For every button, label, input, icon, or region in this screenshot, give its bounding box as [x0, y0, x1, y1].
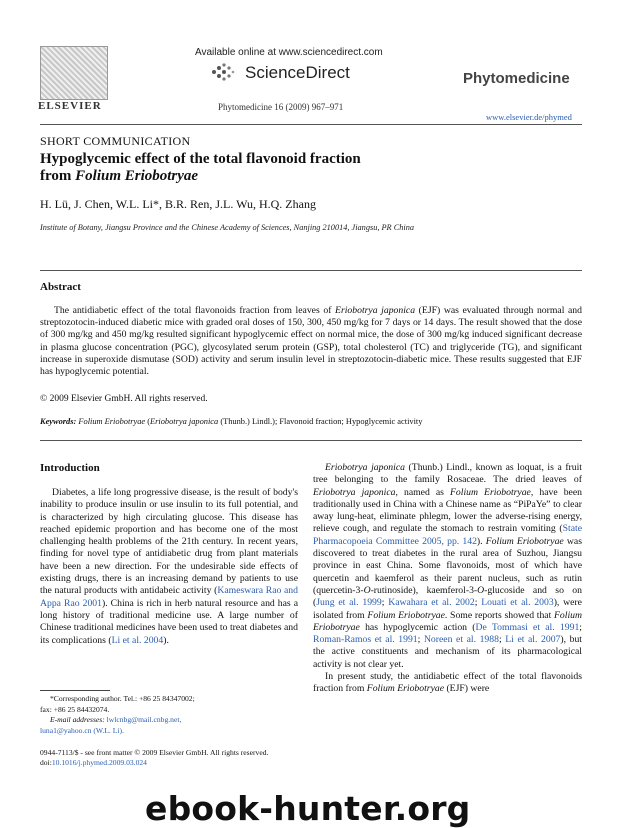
- available-online-text: Available online at www.sciencedirect.com: [195, 47, 383, 58]
- footnote: [40, 694, 300, 736]
- keyword-1: Folium Eriobotryae: [78, 417, 146, 426]
- r-text-f: -rutinoside), kaemferol-3-: [370, 584, 478, 596]
- article-meta: [40, 748, 268, 768]
- introduction-heading: Introduction: [40, 462, 100, 474]
- keyword-rest: (Thunb.) Lindl.); Flavonoid fraction; Hypoglycemic activity: [218, 417, 423, 426]
- journal-name: Phytomedicine: [463, 70, 570, 87]
- r-folium-2: Folium Eriobotryae: [485, 535, 564, 547]
- journal-url-link[interactable]: www.elsevier.de/phymed: [486, 112, 572, 122]
- r-folium-1: Folium Eriobotryae: [450, 486, 531, 498]
- abstract-copyright: © 2009 Elsevier GmbH. All rights reserved.: [40, 394, 208, 404]
- r-text-k: ), but the active constituents and mechanism of its pharmacological activity is not clear yet.: [313, 634, 582, 670]
- r-text-c: , have been traditionally used in China with a Chinese name as “PiPaYe” to clear away lung-heat, eliminate phlegm, lower the adverse-rising energy, relieve cough, and regulate the stomach to restrain vomiting (: [313, 486, 582, 535]
- ref-kameswara-link[interactable]: Kameswara Rao and Appa Rao 2001: [40, 585, 298, 609]
- issn-line: 0944-7113/$ - see front matter © 2009 Elsevier GmbH. All rights reserved.: [40, 748, 269, 757]
- r-text-a: (Thunb.) Lindl., known as loquat, is a fruit tree belonging to the family Rosaceae. The dried leaves of: [313, 462, 582, 486]
- r-o-2: O: [477, 584, 485, 596]
- r2-folium: Folium Eriobotryae: [366, 683, 445, 695]
- elsevier-tree-logo: [40, 46, 108, 100]
- header-divider: [40, 124, 582, 125]
- r-sep-2: ;: [474, 597, 482, 609]
- keywords-divider: [40, 440, 582, 441]
- ref-pharmacopoeia-link[interactable]: State Pharmacopoeia Committee 2005, pp. 142: [313, 523, 582, 547]
- r-folium-3: Folium Eriobotryae: [367, 609, 445, 621]
- sciencedirect-wordmark: ScienceDirect: [245, 63, 350, 82]
- ref-kawahara-link[interactable]: Kawahara et al. 2002: [388, 597, 475, 609]
- r-sep-5: ;: [498, 634, 506, 646]
- ref-romanramos-link[interactable]: Roman-Ramos et al. 1991: [313, 634, 418, 646]
- sciencedirect-icon: [210, 62, 236, 82]
- ref-louati-link[interactable]: Louati et al. 2003: [481, 597, 554, 609]
- footnote-fax: fax: +86 25 84432074.: [40, 704, 110, 714]
- abstract-text-1: The antidiabetic effect of the total flavonoids fraction from leaves of: [54, 305, 336, 316]
- r-sep-1: ;: [381, 597, 389, 609]
- r-text-b: , named as: [395, 486, 450, 498]
- elsevier-logo-text: ELSEVIER: [38, 100, 102, 112]
- right-column: [313, 462, 582, 696]
- doi-label: doi:: [40, 758, 52, 767]
- intro-text-c: ).: [163, 634, 169, 646]
- r-text-i: . Some reports showed that: [444, 609, 555, 621]
- keywords-label: Keywords:: [40, 417, 77, 426]
- r-text-j: has hypoglycemic action (: [359, 621, 476, 633]
- ref-li-2004-link[interactable]: Li et al. 2004: [111, 634, 164, 646]
- introduction-paragraph: [40, 487, 298, 647]
- footnote-rule: [40, 690, 110, 691]
- footnote-corresponding: *Corresponding author. Tel.: +86 25 84347002;: [50, 694, 195, 703]
- abstract-body: [40, 305, 582, 378]
- r-species-1: Eriobotrya japonica: [325, 462, 405, 473]
- title-line-2-prefix: from: [40, 168, 76, 184]
- r2-text-b: (EJF) were: [444, 683, 490, 695]
- r-o-1: O: [363, 584, 371, 596]
- journal-citation: Phytomedicine 16 (2009) 967–971: [218, 102, 344, 112]
- r-text-e: was discovered to treat diabetes in the rural area of Suzhou, Jiangsu province in east China. Some flavonoids, most of which have quercetin and kaemferol as their parent nucleus, such as rutin (quercetin-3-: [313, 535, 582, 596]
- intro-text-b: ). China is rich in herb natural resource and has a long history of traditional medicine use. A large number of Chinese traditional medicines have been used to treat diabetes and its complications (: [40, 597, 299, 646]
- email-link-1[interactable]: lwlcnbg@mail.cnbg.net,: [104, 715, 182, 724]
- r-text-d: ).: [476, 535, 486, 547]
- abstract-species: Eriobotrya japonica: [335, 305, 416, 316]
- r-text-g: -glucoside and so on (: [313, 584, 582, 609]
- footnote-email-label: E-mail addresses:: [50, 715, 105, 724]
- title-line-1: Hypoglycemic effect of the total flavonoid fraction: [40, 151, 361, 167]
- r-folium-4: Folium Eriobotryae: [313, 609, 582, 633]
- r2-text-a: In present study, the antidiabetic effect of the total flavonoids fraction from: [313, 671, 582, 695]
- watermark: ebook-hunter.org: [145, 789, 471, 828]
- r-sep-3: ;: [579, 621, 582, 633]
- r-text-h: ), were isolated from: [313, 597, 582, 621]
- keywords: [40, 417, 422, 426]
- title-line-2-italic: Folium Eriobotryae: [75, 168, 199, 184]
- keyword-species: Eriobotrya japonica: [150, 417, 219, 426]
- ref-detommasi-link[interactable]: De Tommasi et al. 1991: [475, 621, 580, 633]
- abstract-text-2: (EJF) was evaluated through normal and streptozotocin-induced diabetic mice with graded oral doses of 150, 300, 450 mg/kg for 7 days or 14 days. The result showed that the dose of 300 mg/kg and 450 mg/kg resulted significant hypoglycemic effect on normal mice, the dose of 300 mg/kg induced significant decrease in plasma glucose concentration (PGC), glycosylated serum protein (GSP), total cholesterol (TC) and triglyceride (TG), and significant increase in superoxide dismutase (SOD) activity and serum insulin level in streptozotocin-diabetic mice. These results suggested that EJF has hypoglycemic potential.: [40, 305, 582, 378]
- r-species-2: Eriobotrya japonica: [313, 486, 396, 498]
- email-link-2[interactable]: luna1@yahoo.cn (W.L. Li).: [40, 725, 124, 735]
- ref-jung-link[interactable]: Jung et al. 1999: [316, 597, 382, 609]
- r-sep-4: ;: [417, 634, 424, 646]
- section-label: SHORT COMMUNICATION: [40, 134, 191, 148]
- keyword-paren: (: [145, 417, 151, 426]
- ref-li-2007-link[interactable]: Li et al. 2007: [505, 634, 561, 646]
- authors: H. Lü, J. Chen, W.L. Li*, B.R. Ren, J.L. Wu, H.Q. Zhang: [40, 197, 316, 211]
- abstract-heading: Abstract: [40, 281, 81, 293]
- abstract-top-divider: [40, 270, 582, 271]
- doi-link[interactable]: 10.1016/j.phymed.2009.03.024: [51, 758, 147, 767]
- affiliation: Institute of Botany, Jiangsu Province and the Chinese Academy of Sciences, Nanjing 210014, Jiangsu, PR China: [40, 223, 414, 232]
- intro-text-a: Diabetes, a life long progressive disease, is the result of body's inability to produce insulin or use insulin to its full potential, and is characterized by high circulating glucose. This disease has reached epidemic proportion and has become one of the most challenging health problems of the 21th century. In recent years, finding for novel type of antidiabetic drug from plant materials have been a new direction. For the undesirable side effects of existing drugs, there is an increasing demand by patients to use the natural products with antidabeic activity (: [40, 487, 298, 597]
- ref-noreen-link[interactable]: Noreen et al. 1988: [423, 634, 499, 646]
- article-title: [40, 151, 560, 185]
